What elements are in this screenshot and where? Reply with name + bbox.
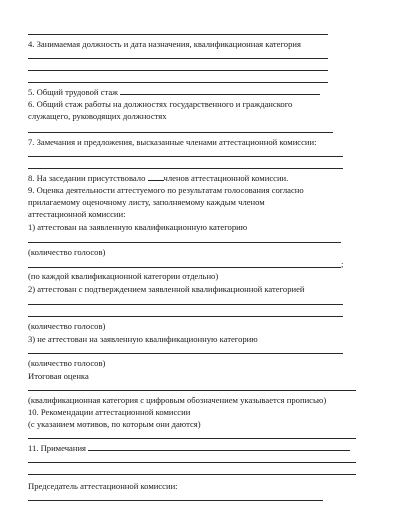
blank-line <box>28 242 341 243</box>
blank-line <box>28 58 328 59</box>
blank-line <box>28 82 328 83</box>
item-9-label-line3: аттестационной комиссии: <box>28 209 126 219</box>
blank-line <box>28 70 328 71</box>
item-5-label: 5. Общий трудовой стаж <box>28 87 119 97</box>
item-11-row <box>28 442 350 454</box>
item-8-prefix: 8. На заседании присутствовало <box>28 173 146 183</box>
item-8-suffix: членов аттестационной комиссии. <box>163 173 289 183</box>
item-5-row <box>28 86 320 98</box>
blank-line <box>28 474 356 475</box>
item-4-label: 4. Занимаемая должность и дата назначения, квалификационная категория <box>28 39 301 49</box>
votes-count-note: (количество голосов) <box>28 321 106 331</box>
blank-line <box>28 462 356 463</box>
item-8-blank <box>148 172 164 181</box>
blank-line <box>28 267 341 268</box>
item-6-label-line1: 6. Общий стаж работы на должностях государственного и гражданского <box>28 99 293 109</box>
blank-line <box>28 34 328 35</box>
item-6-label-line2: служащего, руководящих должностях <box>28 111 167 121</box>
blank-line <box>28 316 343 317</box>
option-2-label: 2) аттестован с подтверждением заявленной квалификационной категорией <box>28 284 305 294</box>
blank-line <box>28 168 343 169</box>
item-5-blank <box>120 86 320 95</box>
blank-line <box>28 132 333 133</box>
blank-line <box>28 353 343 354</box>
item-10-note: (с указанием мотивов, по которым они даются) <box>28 419 201 429</box>
signature-line <box>28 500 323 501</box>
item-11-blank <box>88 442 350 451</box>
per-category-note: (по каждой квалификационной категории отдельно) <box>28 271 219 281</box>
chairman-label: Председатель аттестационной комиссии: <box>28 481 178 491</box>
item-9-label-line2: прилагаемому оценочному листу, заполняемому каждым членом <box>28 197 265 207</box>
votes-count-note: (количество голосов) <box>28 247 106 257</box>
votes-count-note: (количество голосов) <box>28 358 106 368</box>
final-grade-label: Итоговая оценка <box>28 371 89 381</box>
option-1-label: 1) аттестован на заявленную квалификационную категорию <box>28 222 248 232</box>
semicolon-mark: ; <box>341 259 344 269</box>
item-7-label: 7. Замечания и предложения, высказанные членами аттестационной комиссии: <box>28 137 317 147</box>
option-3-label: 3) не аттестован на заявленную квалификационную категорию <box>28 334 258 344</box>
item-8-row <box>28 172 288 184</box>
item-11-label: 11. Примечания <box>28 443 86 453</box>
blank-line <box>28 156 343 157</box>
blank-line <box>28 438 356 439</box>
item-9-label-line1: 9. Оценка деятельности аттестуемого по результатам голосования согласно <box>28 185 304 195</box>
blank-line <box>28 390 356 391</box>
category-note: (квалификационная категория с цифровым обозначением указывается прописью) <box>28 395 327 405</box>
blank-line <box>28 304 343 305</box>
item-10-label: 10. Рекомендации аттестационной комиссии <box>28 407 191 417</box>
